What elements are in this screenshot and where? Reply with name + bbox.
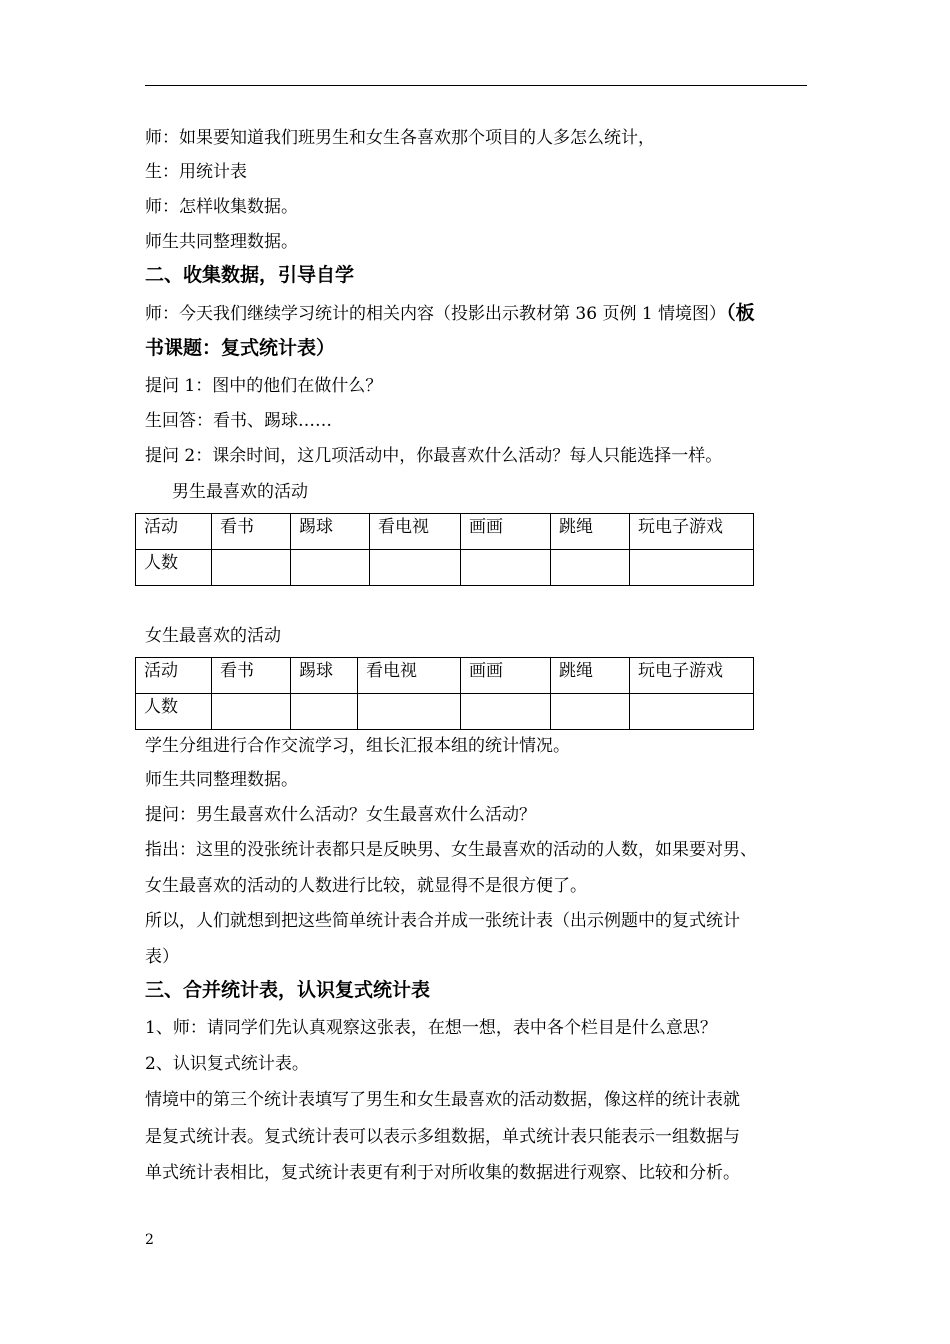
table-cell: 看电视 (358, 658, 461, 694)
table-cell (461, 694, 551, 730)
page-number: 2 (145, 1232, 154, 1248)
table-cell (461, 550, 551, 586)
student-answer: 生：用统计表 (145, 162, 247, 182)
merge-line-2: 表） (145, 947, 179, 967)
table-cell: 跳绳 (551, 514, 630, 550)
table-cell: 画画 (461, 658, 551, 694)
organize-line: 师生共同整理数据。 (145, 232, 298, 252)
table-cell: 踢球 (291, 514, 370, 550)
section-heading-3: 三、合并统计表，认识复式统计表 (145, 979, 431, 1001)
table-cell: 玩电子游戏 (630, 658, 754, 694)
point-out-line-2: 女生最喜欢的活动的人数进行比较，就显得不是很方便了。 (145, 876, 587, 896)
student-reply: 生回答：看书、踢球…… (145, 411, 332, 431)
girls-table-caption: 女生最喜欢的活动 (145, 626, 281, 646)
table-cell (551, 694, 630, 730)
table-cell (212, 550, 291, 586)
section-heading-2: 二、收集数据，引导自学 (145, 264, 355, 286)
question-line: 提问：男生最喜欢什么活动？女生最喜欢什么活动？ (145, 805, 536, 825)
board-title: 书课题：复式统计表） (145, 337, 336, 359)
organize-line-2: 师生共同整理数据。 (145, 770, 298, 790)
table-row (136, 514, 754, 550)
intro-text: 师：今天我们继续学习统计的相关内容（投影出示教材第 36 页例 1 情境图） (145, 304, 727, 324)
table-row (136, 550, 754, 586)
table-cell (551, 550, 630, 586)
step-1: 1、师：请同学们先认真观察这张表，在想一想，表中各个栏目是什么意思？ (145, 1018, 717, 1038)
boys-table-caption: 男生最喜欢的活动 (172, 482, 308, 502)
table-cell: 画画 (461, 514, 551, 550)
table-cell: 踢球 (291, 658, 358, 694)
table-cell: 活动 (136, 658, 212, 694)
board-title-start: （板 (726, 302, 755, 324)
table-cell: 人数 (136, 694, 212, 730)
table-row (136, 658, 754, 694)
boys-activity-table (135, 513, 754, 586)
girls-activity-table (135, 657, 754, 730)
table-cell (291, 694, 358, 730)
step-2: 2、认识复式统计表。 (145, 1054, 309, 1074)
table-row (136, 694, 754, 730)
table-cell (630, 694, 754, 730)
teacher-line: 师：怎样收集数据。 (145, 197, 298, 217)
table-cell: 看书 (212, 514, 291, 550)
explain-line-1: 情境中的第三个统计表填写了男生和女生最喜欢的活动数据，像这样的统计表就 (145, 1090, 740, 1110)
table-cell: 玩电子游戏 (630, 514, 754, 550)
table-cell: 跳绳 (551, 658, 630, 694)
table-cell: 人数 (136, 550, 212, 586)
point-out-line: 指出：这里的没张统计表都只是反映男、女生最喜欢的活动的人数，如果要对男、 (145, 840, 757, 860)
explain-line-3: 单式统计表相比，复式统计表更有利于对所收集的数据进行观察、比较和分析。 (145, 1163, 740, 1183)
header-rule (145, 85, 807, 86)
table-cell (291, 550, 370, 586)
table-cell: 活动 (136, 514, 212, 550)
table-cell (630, 550, 754, 586)
table-cell: 看电视 (370, 514, 461, 550)
table-cell (370, 550, 461, 586)
explain-line-2: 是复式统计表。复式统计表可以表示多组数据，单式统计表只能表示一组数据与 (145, 1127, 740, 1147)
merge-line: 所以，人们就想到把这些简单统计表合并成一张统计表（出示例题中的复式统计 (145, 911, 740, 931)
teacher-question: 师：如果要知道我们班男生和女生各喜欢那个项目的人多怎么统计， (145, 128, 655, 148)
intro-line (145, 303, 755, 324)
question-1: 提问 1：图中的他们在做什么？ (145, 376, 383, 396)
question-2: 提问 2：课余时间，这几项活动中，你最喜欢什么活动？每人只能选择一样。 (145, 446, 723, 466)
table-cell (212, 694, 291, 730)
table-cell: 看书 (212, 658, 291, 694)
group-report-line: 学生分组进行合作交流学习，组长汇报本组的统计情况。 (145, 736, 570, 756)
table-cell (358, 694, 461, 730)
